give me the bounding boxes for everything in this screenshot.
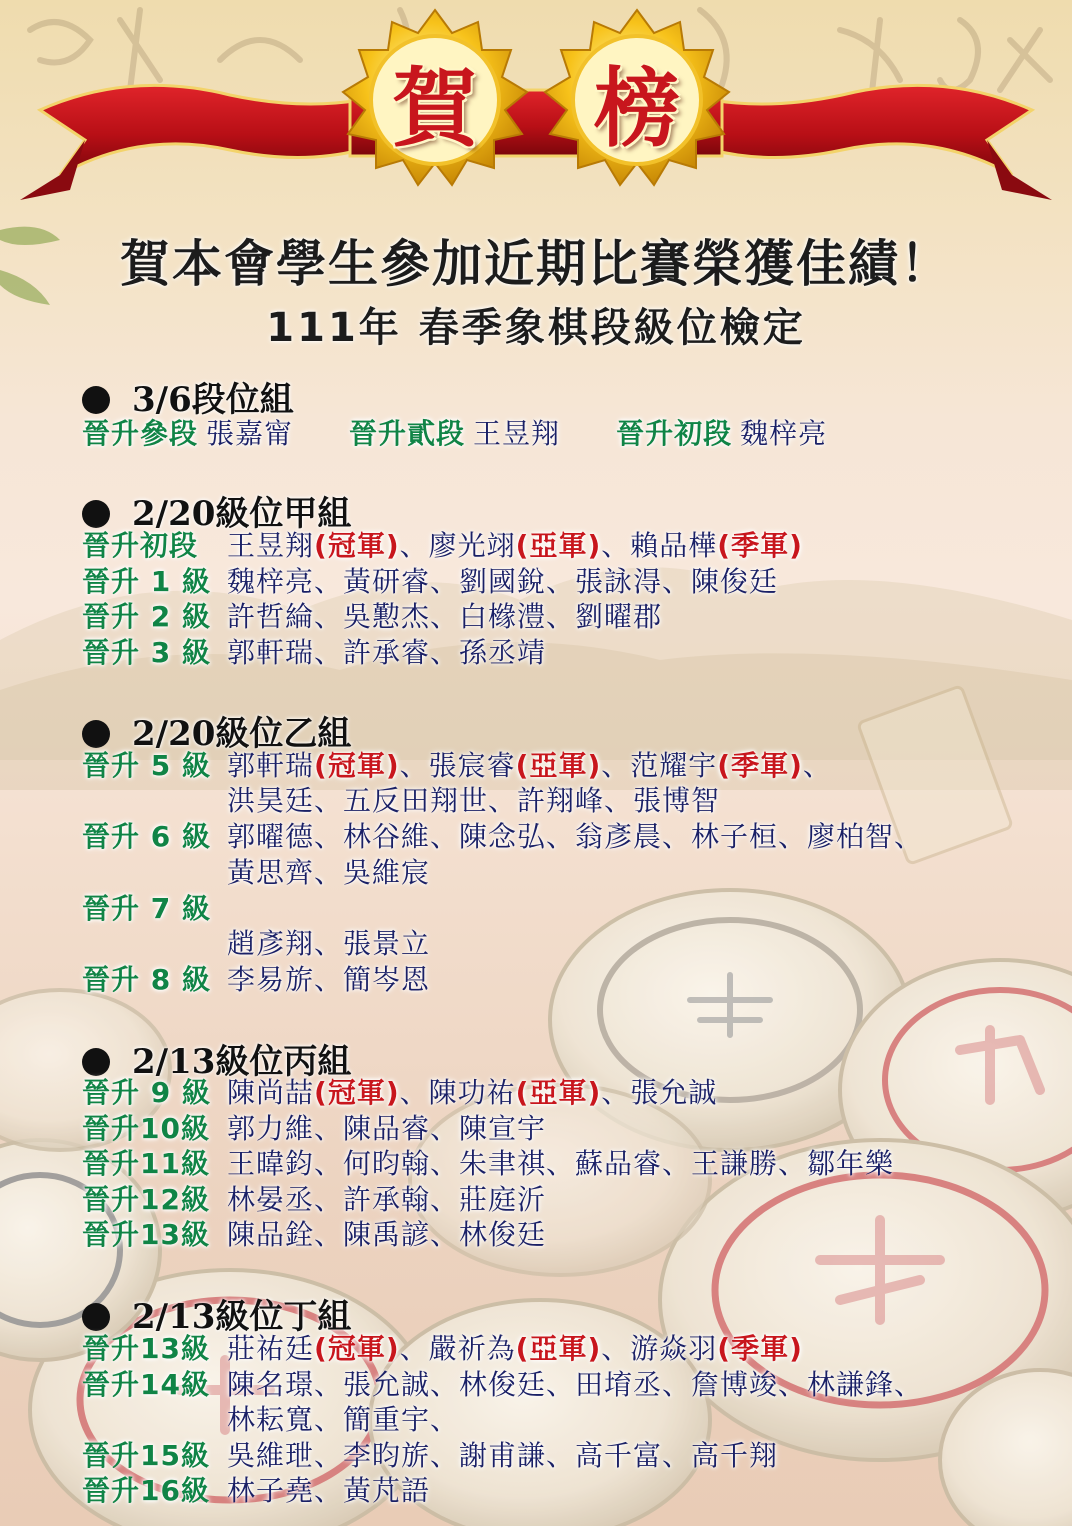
result-row	[82, 1217, 546, 1253]
result-row	[82, 599, 662, 635]
student-names: 許哲綸、吳懃杰、白橼澧、劉曜郡	[227, 600, 663, 633]
result-row	[82, 635, 546, 671]
result-row-continued	[82, 855, 430, 891]
section-heading: 3/6段位組	[82, 372, 294, 421]
section-heading: 2/13級位丙組	[82, 1034, 351, 1083]
result-row	[82, 528, 803, 564]
student-names: 李易旂、簡岑恩	[227, 963, 431, 996]
award-third: (季軍)	[717, 529, 803, 562]
award-champion: (冠軍)	[314, 749, 400, 782]
student-names: 張嘉甯	[206, 417, 294, 450]
student-names: 莊祐廷(冠軍)、嚴祈為(亞軍)、游焱羽(季軍)	[227, 1332, 803, 1365]
award-runner-up: (亞軍)	[515, 529, 602, 562]
award-champion: (冠軍)	[314, 1076, 400, 1109]
section-heading: 2/13級位丁組	[82, 1289, 351, 1338]
result-row	[82, 564, 778, 600]
student-names: 魏梓亮、黃研睿、劉國銳、張詠淂、陳俊廷	[227, 565, 779, 598]
level-label: 晉升 7 級	[82, 892, 211, 925]
level-label: 晉升 6 級	[82, 820, 211, 853]
level-label: 晉升13級	[82, 1218, 210, 1251]
student-names: 陳品銓、陳禹諺、林俊廷	[227, 1218, 547, 1251]
result-row	[82, 1473, 430, 1509]
award-champion: (冠軍)	[314, 1332, 400, 1365]
result-row	[82, 1182, 546, 1218]
award-third: (季軍)	[717, 1332, 803, 1365]
result-row	[82, 1331, 803, 1367]
student-names: 林子堯、黃芃語	[227, 1474, 431, 1507]
award-runner-up: (亞軍)	[515, 1332, 602, 1365]
section-heading: 2/20級位甲組	[82, 486, 351, 535]
result-row	[82, 748, 832, 784]
result-row-continued	[82, 1402, 459, 1438]
student-names: 魏梓亮	[740, 417, 828, 450]
student-names: 郭曜德、林谷維、陳念弘、翁彥晨、林子桓、廖柏智、	[227, 820, 924, 853]
poster-subtitle: 111年 春季象棋段級位檢定	[266, 305, 806, 351]
student-names: 洪昊廷、五反田翔世、許翔峰、張博智	[227, 784, 721, 817]
student-names: 林耘寬、簡重宇、	[227, 1403, 460, 1436]
bullet-icon	[82, 386, 110, 414]
level-label: 晉升13級	[82, 1332, 210, 1365]
result-row	[82, 1146, 894, 1182]
award-third: (季軍)	[717, 749, 803, 782]
level-label: 晉升 9 級	[82, 1076, 211, 1109]
result-row	[82, 1111, 546, 1147]
result-row	[82, 819, 923, 855]
student-names: 王昱翔	[473, 417, 561, 450]
level-label: 晉升 8 級	[82, 963, 211, 996]
student-names: 郭力維、陳品睿、陳宣宇	[227, 1112, 547, 1145]
student-names: 王暐鈞、何昀翰、朱聿祺、蘇品睿、王謙勝、鄒年樂	[227, 1147, 895, 1180]
result-row	[82, 416, 827, 452]
level-label: 晉升16級	[82, 1474, 210, 1507]
level-label: 晉升 3 級	[82, 636, 211, 669]
result-row	[82, 1075, 717, 1111]
level-label: 晉升貳段	[349, 417, 466, 450]
award-runner-up: (亞軍)	[515, 749, 602, 782]
student-names: 王昱翔(冠軍)、廖光翊(亞軍)、賴品樺(季軍)	[227, 529, 803, 562]
bullet-icon	[82, 500, 110, 528]
student-names: 陳名璟、張允誠、林俊廷、田堉丞、詹博竣、林謙鋒、	[227, 1368, 924, 1401]
level-label: 晉升 2 級	[82, 600, 211, 633]
level-label: 晉升11級	[82, 1147, 210, 1180]
level-label: 晉升 5 級	[82, 749, 211, 782]
result-row	[82, 1367, 923, 1403]
level-label: 晉升12級	[82, 1183, 210, 1216]
level-label: 晉升15級	[82, 1439, 210, 1472]
result-row-continued	[82, 783, 720, 819]
result-row-continued	[82, 926, 430, 962]
result-row	[82, 891, 227, 927]
bullet-icon	[82, 1303, 110, 1331]
level-label: 晉升14級	[82, 1368, 210, 1401]
student-names: 郭軒瑞(冠軍)、張宸睿(亞軍)、范耀宇(季軍)、	[227, 749, 832, 782]
student-names: 陳尚喆(冠軍)、陳功祐(亞軍)、張允誠	[227, 1076, 718, 1109]
bullet-icon	[82, 720, 110, 748]
bullet-icon	[82, 1048, 110, 1076]
level-label: 晉升參段	[82, 417, 199, 450]
ribbon-banner	[0, 0, 1072, 220]
section-heading: 2/20級位乙組	[82, 706, 351, 755]
level-label: 晉升 1 級	[82, 565, 211, 598]
student-names: 黃思齊、吳維宸	[227, 856, 431, 889]
level-label: 晉升初段	[82, 529, 199, 562]
student-names: 趙彥翔、張景立	[227, 927, 431, 960]
award-champion: (冠軍)	[314, 529, 400, 562]
result-row	[82, 1438, 778, 1474]
result-row	[82, 962, 430, 998]
banner-char-he: 賀	[392, 58, 478, 159]
award-runner-up: (亞軍)	[515, 1076, 602, 1109]
student-names: 吳維玴、李昀旂、謝甫謙、高千富、高千翔	[227, 1439, 779, 1472]
banner-char-bang: 榜	[594, 58, 680, 159]
level-label: 晉升初段	[616, 417, 733, 450]
student-names: 郭軒瑞、許承睿、孫丞靖	[227, 636, 547, 669]
student-names: 林晏丞、許承翰、莊庭沂	[227, 1183, 547, 1216]
level-label: 晉升10級	[82, 1112, 210, 1145]
poster-title: 賀本會學生參加近期比賽榮獲佳績！	[120, 235, 952, 293]
